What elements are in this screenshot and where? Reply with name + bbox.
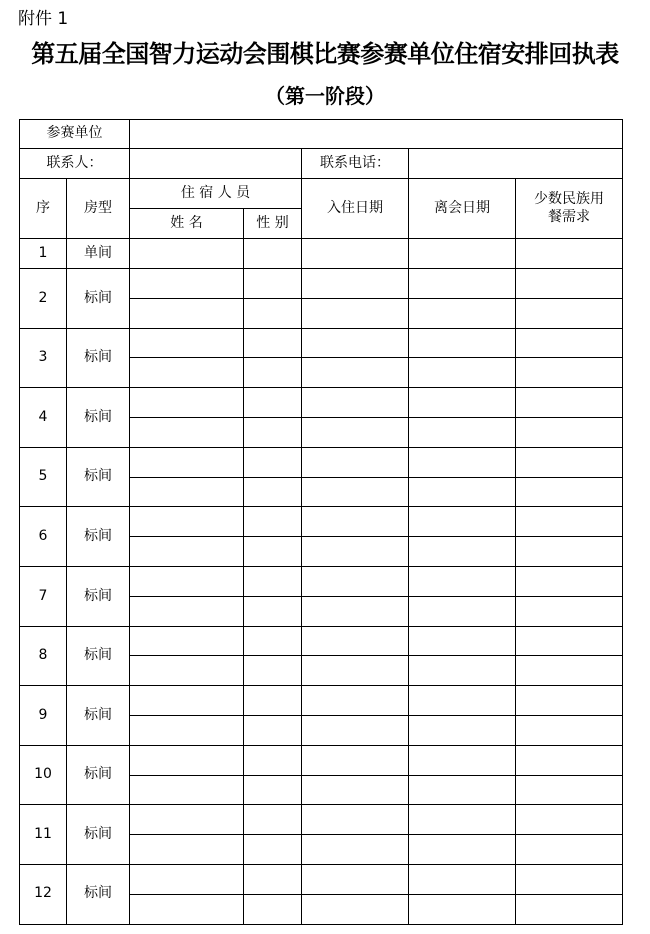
gender-cell[interactable] (244, 775, 302, 805)
gender-cell[interactable] (244, 507, 302, 537)
gender-cell[interactable] (244, 477, 302, 507)
row-seq: 10 (20, 745, 67, 805)
unit-field[interactable] (130, 120, 623, 149)
row-room-type: 标间 (67, 507, 130, 567)
checkout-cell[interactable] (409, 388, 516, 418)
checkout-cell[interactable] (409, 656, 516, 686)
accommodation-form-table (19, 119, 623, 925)
document-subtitle: （第一阶段） (265, 84, 385, 108)
row-seq: 9 (20, 686, 67, 746)
checkout-cell[interactable] (409, 745, 516, 775)
gender-cell[interactable] (244, 835, 302, 865)
checkin-cell[interactable] (302, 388, 409, 418)
checkout-cell[interactable] (409, 775, 516, 805)
checkout-cell[interactable] (409, 358, 516, 388)
gender-cell[interactable] (244, 298, 302, 328)
gender-cell[interactable] (244, 358, 302, 388)
gender-cell[interactable] (244, 656, 302, 686)
name-cell[interactable] (130, 626, 244, 656)
checkin-cell[interactable] (302, 715, 409, 745)
name-cell[interactable] (130, 417, 244, 447)
gender-cell[interactable] (244, 566, 302, 596)
checkout-cell[interactable] (409, 417, 516, 447)
name-cell[interactable] (130, 537, 244, 567)
diet-cell[interactable] (516, 566, 623, 596)
checkin-cell[interactable] (302, 626, 409, 656)
row-seq: 4 (20, 388, 67, 448)
diet-cell[interactable] (516, 835, 623, 865)
name-cell[interactable] (130, 775, 244, 805)
table-row (20, 269, 623, 299)
diet-cell[interactable] (516, 596, 623, 626)
table-row (20, 686, 623, 716)
diet-cell[interactable] (516, 239, 623, 269)
checkin-cell[interactable] (302, 805, 409, 835)
diet-cell[interactable] (516, 626, 623, 656)
diet-cell[interactable] (516, 686, 623, 716)
diet-cell[interactable] (516, 298, 623, 328)
checkout-cell[interactable] (409, 328, 516, 358)
phone-label: 联系电话： (302, 149, 409, 179)
table-row (20, 805, 623, 835)
row-room-type: 标间 (67, 626, 130, 686)
checkout-cell[interactable] (409, 596, 516, 626)
row-room-type: 标间 (67, 447, 130, 507)
name-cell[interactable] (130, 447, 244, 477)
gender-cell[interactable] (244, 626, 302, 656)
table-row (20, 507, 623, 537)
checkout-cell[interactable] (409, 715, 516, 745)
row-room-type: 标间 (67, 745, 130, 805)
diet-cell[interactable] (516, 715, 623, 745)
checkin-cell[interactable] (302, 566, 409, 596)
checkin-cell[interactable] (302, 537, 409, 567)
col-header-seq: 序 (20, 179, 67, 239)
diet-cell[interactable] (516, 507, 623, 537)
row-room-type: 标间 (67, 805, 130, 865)
diet-cell[interactable] (516, 269, 623, 299)
unit-label: 参赛单位 (20, 120, 130, 149)
checkout-cell[interactable] (409, 686, 516, 716)
name-cell[interactable] (130, 507, 244, 537)
checkin-cell[interactable] (302, 298, 409, 328)
checkin-cell[interactable] (302, 864, 409, 894)
checkin-cell[interactable] (302, 358, 409, 388)
diet-cell[interactable] (516, 894, 623, 924)
header-row-1 (20, 179, 623, 209)
gender-cell[interactable] (244, 537, 302, 567)
table-row (20, 447, 623, 477)
checkin-cell[interactable] (302, 269, 409, 299)
name-cell[interactable] (130, 596, 244, 626)
diet-cell[interactable] (516, 864, 623, 894)
col-header-gender: 性 别 (244, 209, 302, 239)
checkout-cell[interactable] (409, 537, 516, 567)
row-room-type: 标间 (67, 686, 130, 746)
row-room-type: 标间 (67, 328, 130, 388)
row-seq: 3 (20, 328, 67, 388)
gender-cell[interactable] (244, 894, 302, 924)
row-seq: 2 (20, 269, 67, 329)
diet-cell[interactable] (516, 745, 623, 775)
table-row (20, 566, 623, 596)
name-cell[interactable] (130, 894, 244, 924)
checkout-cell[interactable] (409, 298, 516, 328)
contact-field[interactable] (130, 149, 302, 179)
diet-cell[interactable] (516, 417, 623, 447)
attachment-label: 附件 1 (18, 9, 69, 29)
name-cell[interactable] (130, 328, 244, 358)
row-seq: 12 (20, 864, 67, 924)
checkout-cell[interactable] (409, 239, 516, 269)
checkin-cell[interactable] (302, 686, 409, 716)
checkin-cell[interactable] (302, 775, 409, 805)
gender-cell[interactable] (244, 388, 302, 418)
gender-cell[interactable] (244, 864, 302, 894)
col-header-guests: 住 宿 人 员 (130, 179, 302, 209)
phone-field[interactable] (409, 149, 623, 179)
gender-cell[interactable] (244, 805, 302, 835)
diet-cell[interactable] (516, 447, 623, 477)
checkin-cell[interactable] (302, 239, 409, 269)
name-cell[interactable] (130, 656, 244, 686)
row-seq: 8 (20, 626, 67, 686)
row-room-type: 标间 (67, 388, 130, 448)
checkin-cell[interactable] (302, 507, 409, 537)
checkin-cell[interactable] (302, 745, 409, 775)
gender-cell[interactable] (244, 417, 302, 447)
name-cell[interactable] (130, 358, 244, 388)
contact-label: 联系人： (20, 149, 130, 179)
name-cell[interactable] (130, 566, 244, 596)
col-header-room-type: 房型 (67, 179, 130, 239)
checkout-cell[interactable] (409, 864, 516, 894)
diet-cell[interactable] (516, 328, 623, 358)
gender-cell[interactable] (244, 239, 302, 269)
row-room-type: 标间 (67, 864, 130, 924)
name-cell[interactable] (130, 477, 244, 507)
row-seq: 5 (20, 447, 67, 507)
gender-cell[interactable] (244, 269, 302, 299)
row-room-type: 标间 (67, 269, 130, 329)
table-row (20, 745, 623, 775)
col-header-diet: 少数民族用餐需求 (516, 179, 623, 239)
name-cell[interactable] (130, 805, 244, 835)
name-cell[interactable] (130, 745, 244, 775)
row-seq: 6 (20, 507, 67, 567)
gender-cell[interactable] (244, 745, 302, 775)
checkin-cell[interactable] (302, 417, 409, 447)
gender-cell[interactable] (244, 328, 302, 358)
col-header-checkout: 离会日期 (409, 179, 516, 239)
document-title: 第五届全国智力运动会围棋比赛参赛单位住宿安排回执表 (31, 39, 619, 68)
gender-cell[interactable] (244, 686, 302, 716)
gender-cell[interactable] (244, 447, 302, 477)
table-row (20, 626, 623, 656)
checkin-cell[interactable] (302, 328, 409, 358)
diet-cell[interactable] (516, 775, 623, 805)
table-row (20, 388, 623, 418)
diet-cell[interactable] (516, 656, 623, 686)
name-cell[interactable] (130, 864, 244, 894)
gender-cell[interactable] (244, 596, 302, 626)
row-room-type: 单间 (67, 239, 130, 269)
table-row (20, 864, 623, 894)
row-room-type: 标间 (67, 566, 130, 626)
checkin-cell[interactable] (302, 596, 409, 626)
col-header-checkin: 入住日期 (302, 179, 409, 239)
row-seq: 7 (20, 566, 67, 626)
checkin-cell[interactable] (302, 656, 409, 686)
table-row (20, 328, 623, 358)
checkin-cell[interactable] (302, 835, 409, 865)
table-row (20, 239, 623, 269)
checkout-cell[interactable] (409, 626, 516, 656)
diet-cell[interactable] (516, 805, 623, 835)
diet-cell[interactable] (516, 477, 623, 507)
checkout-cell[interactable] (409, 477, 516, 507)
name-cell[interactable] (130, 835, 244, 865)
diet-cell[interactable] (516, 358, 623, 388)
checkin-cell[interactable] (302, 447, 409, 477)
checkout-cell[interactable] (409, 835, 516, 865)
name-cell[interactable] (130, 269, 244, 299)
col-header-name: 姓 名 (130, 209, 244, 239)
row-seq: 11 (20, 805, 67, 865)
name-cell[interactable] (130, 715, 244, 745)
checkout-cell[interactable] (409, 805, 516, 835)
unit-row (20, 120, 623, 149)
gender-cell[interactable] (244, 715, 302, 745)
checkout-cell[interactable] (409, 447, 516, 477)
checkin-cell[interactable] (302, 894, 409, 924)
checkout-cell[interactable] (409, 894, 516, 924)
checkout-cell[interactable] (409, 507, 516, 537)
row-seq: 1 (20, 239, 67, 269)
name-cell[interactable] (130, 686, 244, 716)
checkout-cell[interactable] (409, 269, 516, 299)
name-cell[interactable] (130, 298, 244, 328)
checkin-cell[interactable] (302, 477, 409, 507)
diet-cell[interactable] (516, 537, 623, 567)
name-cell[interactable] (130, 388, 244, 418)
name-cell[interactable] (130, 239, 244, 269)
contact-row (20, 149, 623, 179)
diet-cell[interactable] (516, 388, 623, 418)
checkout-cell[interactable] (409, 566, 516, 596)
